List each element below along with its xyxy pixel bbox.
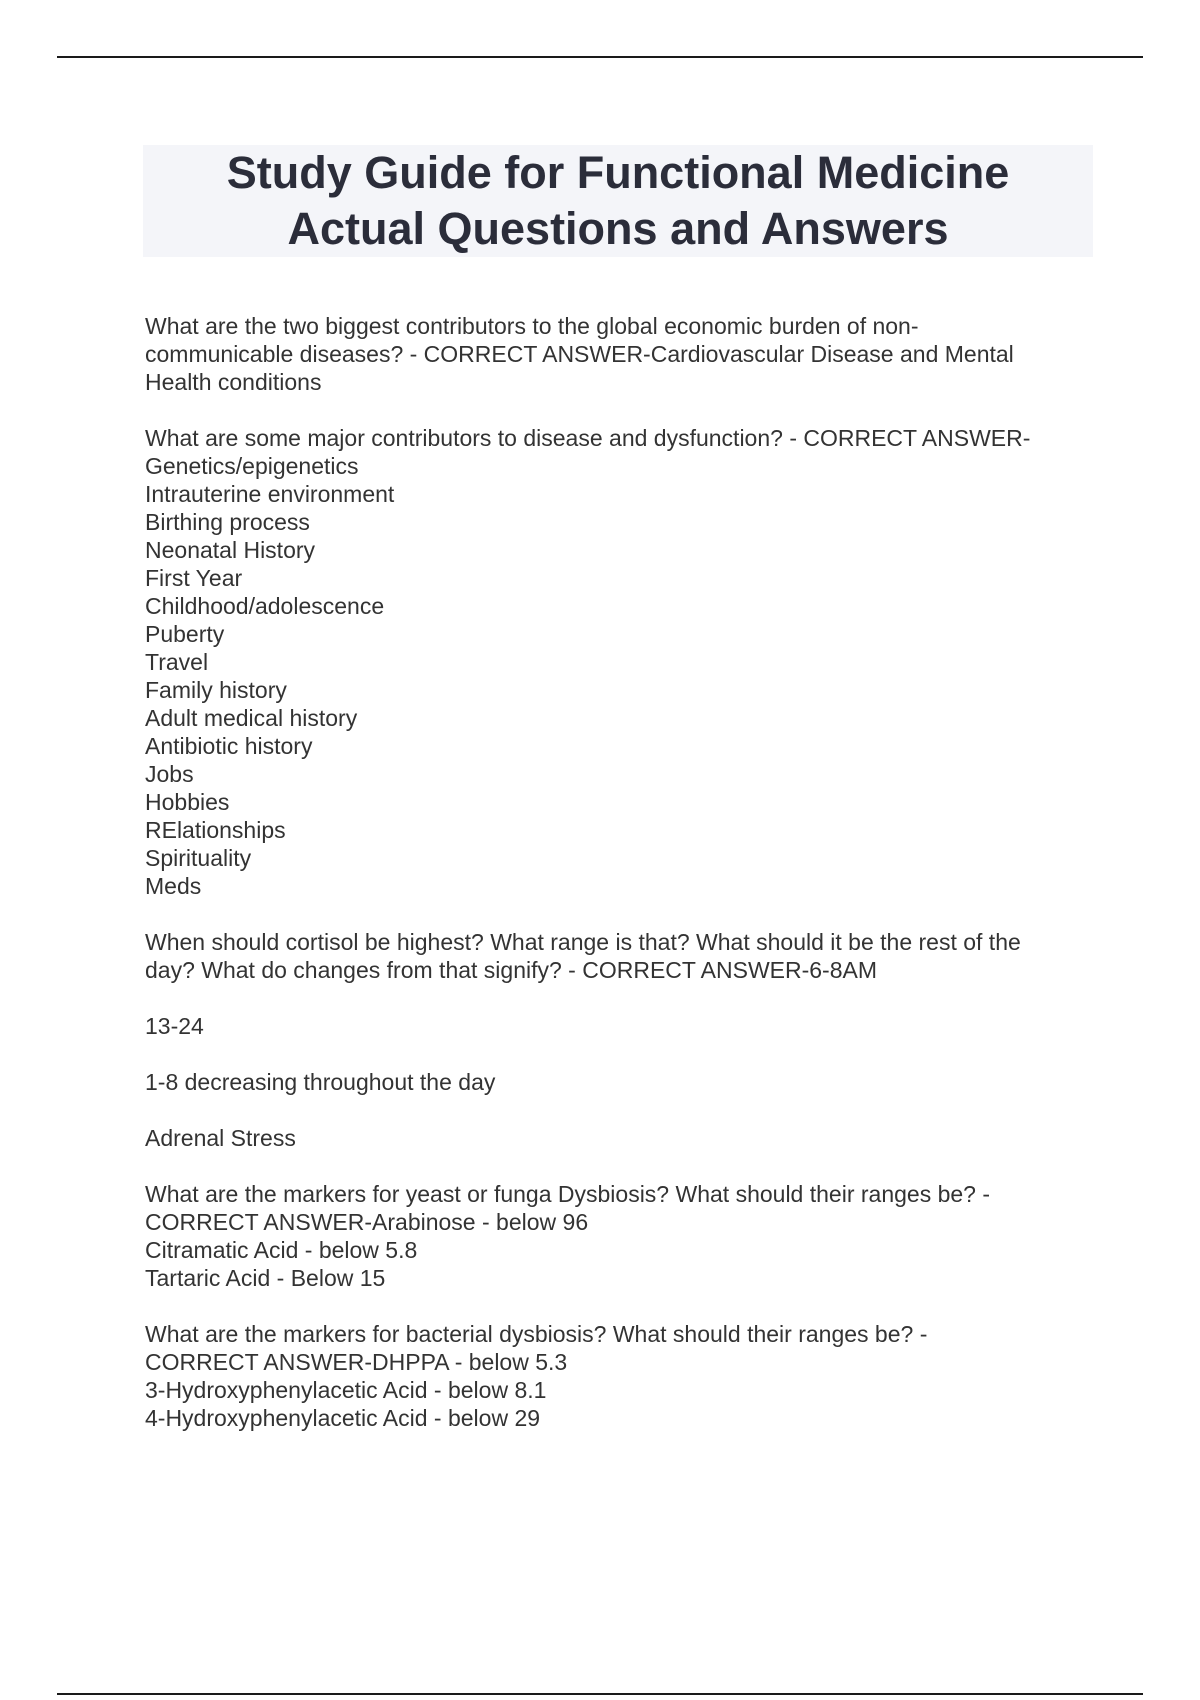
document-title-box	[143, 145, 1093, 257]
qa-line: Intrauterine environment	[145, 481, 395, 507]
qa-line: Antibiotic history	[145, 733, 313, 759]
qa-line: Childhood/adolescence	[145, 593, 385, 619]
qa-content	[145, 312, 1095, 1460]
qa-line: When should cortisol be highest? What range is that? What should it be the rest of the	[145, 929, 1021, 955]
qa-line: Family history	[145, 677, 287, 703]
qa-line: Health conditions	[145, 369, 322, 395]
document-title-line-2: Actual Questions and Answers	[287, 203, 949, 254]
qa-line: Adult medical history	[145, 705, 358, 731]
qa-line: Neonatal History	[145, 537, 316, 563]
qa-line: Tartaric Acid - Below 15	[145, 1265, 386, 1291]
header-rule	[57, 56, 1143, 58]
blank-line	[145, 1040, 1095, 1068]
qa-line: Meds	[145, 873, 202, 899]
qa-line: RElationships	[145, 817, 286, 843]
qa-line: Adrenal Stress	[145, 1125, 296, 1151]
document-title-line-1: Study Guide for Functional Medicine	[226, 147, 1010, 198]
qa-item	[145, 928, 1095, 1152]
qa-line: communicable diseases? - CORRECT ANSWER-Cardiovascular Disease and Mental	[145, 341, 1014, 367]
qa-line: CORRECT ANSWER-Arabinose - below 96	[145, 1209, 589, 1235]
qa-line: Citramatic Acid - below 5.8	[145, 1237, 418, 1263]
qa-line: 13-24	[145, 1013, 204, 1039]
qa-line: 1-8 decreasing throughout the day	[145, 1069, 496, 1095]
qa-line: Jobs	[145, 761, 194, 787]
qa-line: 3-Hydroxyphenylacetic Acid - below 8.1	[145, 1377, 547, 1403]
qa-item	[145, 312, 1095, 396]
blank-line	[145, 1096, 1095, 1124]
qa-line: What are some major contributors to disease and dysfunction? - CORRECT ANSWER-	[145, 425, 1031, 451]
qa-line: What are the markers for bacterial dysbiosis? What should their ranges be? -	[145, 1321, 928, 1347]
qa-line: Genetics/epigenetics	[145, 453, 359, 479]
qa-line: What are the two biggest contributors to the global economic burden of non-	[145, 313, 919, 339]
qa-line: Spirituality	[145, 845, 252, 871]
footer-rule	[57, 1693, 1143, 1695]
qa-line: Puberty	[145, 621, 225, 647]
qa-line: Hobbies	[145, 789, 230, 815]
qa-line: First Year	[145, 565, 243, 591]
qa-line: 4-Hydroxyphenylacetic Acid - below 29	[145, 1405, 541, 1431]
qa-line: Travel	[145, 649, 209, 675]
qa-item	[145, 424, 1095, 900]
qa-line: Birthing process	[145, 509, 310, 535]
qa-item	[145, 1320, 1095, 1432]
blank-line	[145, 984, 1095, 1012]
qa-line: CORRECT ANSWER-DHPPA - below 5.3	[145, 1349, 568, 1375]
qa-item	[145, 1180, 1095, 1292]
qa-line: What are the markers for yeast or funga Dysbiosis? What should their ranges be? -	[145, 1181, 991, 1207]
qa-line: day? What do changes from that signify? - CORRECT ANSWER-6-8AM	[145, 957, 878, 983]
